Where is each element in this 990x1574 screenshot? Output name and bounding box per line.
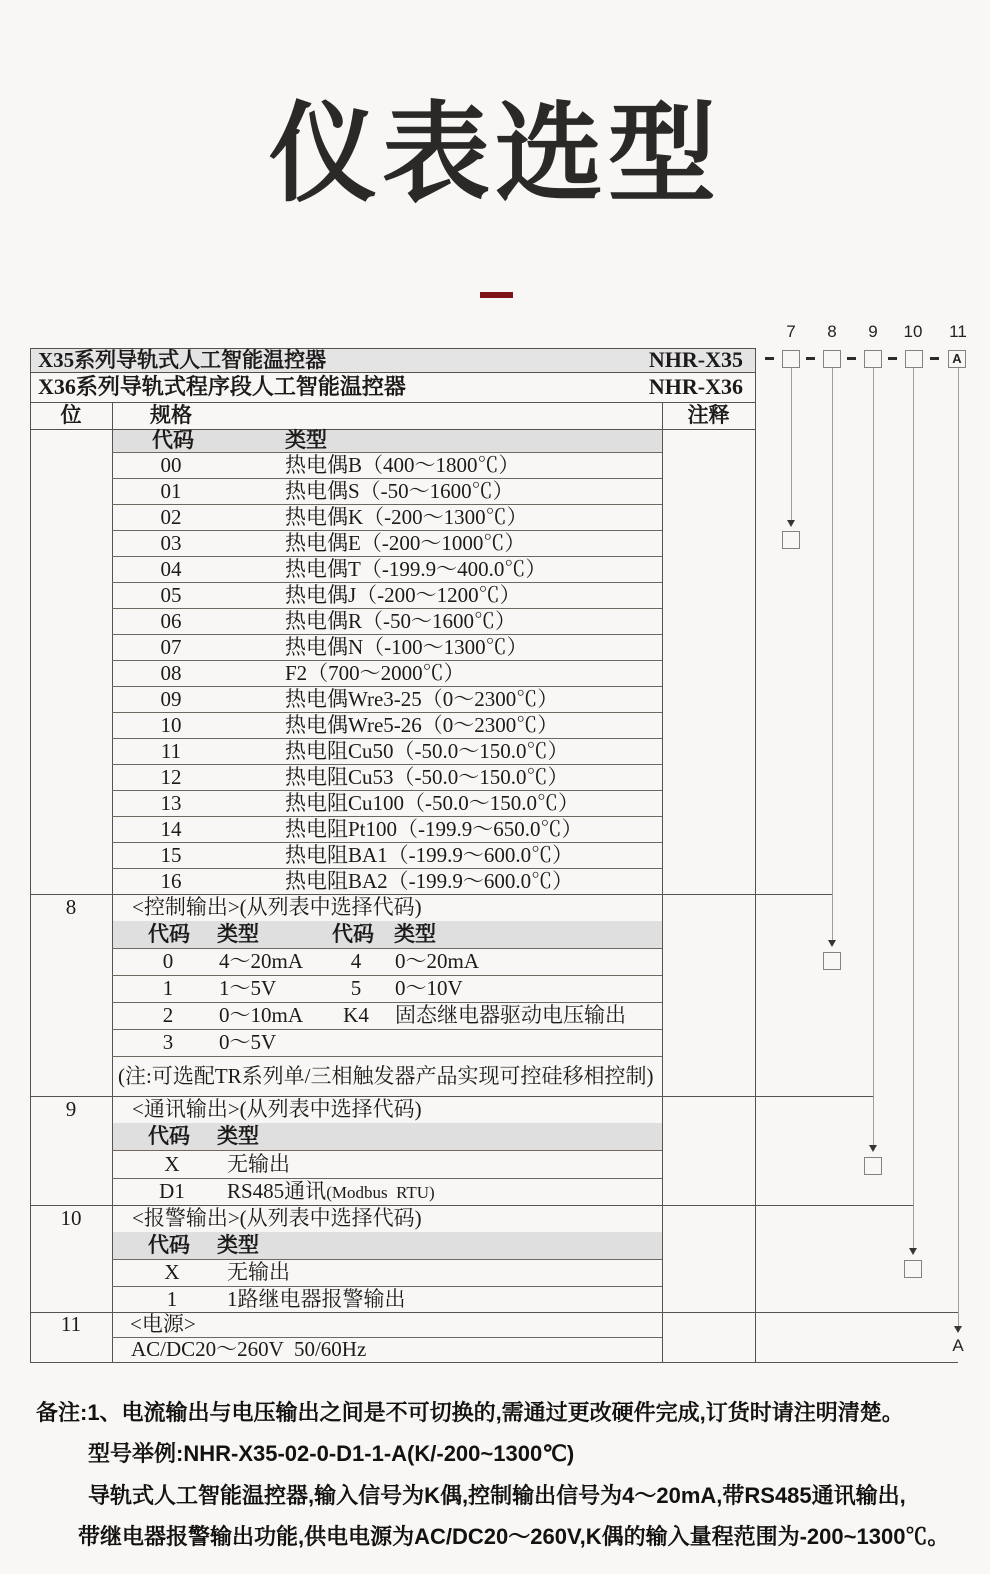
row-type: 热电偶Wre5-26（0～2300℃） — [285, 713, 559, 737]
control-section-label: <控制输出>(从列表中选择代码) — [132, 895, 422, 919]
row-code: 09 — [160, 687, 182, 711]
row-code: 1 — [162, 976, 174, 1000]
row-type: 无输出 — [227, 1152, 290, 1176]
footer-note-line-4: 带继电器报警输出功能,供电电源为AC/DC20～260V,K偶的输入量程范围为-200~1300℃。 — [78, 1524, 950, 1549]
pos-label-10: 10 — [60, 1206, 82, 1230]
row-code: 5 — [350, 976, 362, 1000]
footer-note-line-3: 导轨式人工智能温控器,输入信号为K偶,控制输出信号为4～20mA,带RS485通讯输出, — [88, 1483, 906, 1508]
row-code: 11 — [160, 739, 182, 763]
alarm-type-header: 类型 — [217, 1233, 259, 1257]
row-type: 热电阻Pt100（-199.9～650.0℃） — [285, 817, 583, 841]
control-header-band — [112, 921, 662, 948]
target-box-9 — [864, 1157, 882, 1175]
page-title: 仪表选型 — [268, 93, 721, 214]
alarm-section-label: <报警输出>(从列表中选择代码) — [132, 1206, 422, 1230]
pos-label-11: 11 — [60, 1312, 82, 1336]
row-code: 12 — [160, 765, 182, 789]
row-code: 3 — [162, 1030, 174, 1054]
row-type: 热电偶S（-50～1600℃） — [285, 479, 514, 503]
arrow-down-icon — [869, 1145, 877, 1152]
row-code: 13 — [160, 791, 182, 815]
row-type: 热电偶N（-100～1300℃） — [285, 635, 528, 659]
row-code: 4 — [350, 949, 362, 973]
row-type: 无输出 — [227, 1260, 290, 1284]
row-code: 16 — [160, 869, 182, 893]
row-type: 热电偶E（-200～1000℃） — [285, 531, 526, 555]
table-border-right — [755, 348, 756, 1362]
row-code: 1 — [166, 1287, 178, 1311]
row-code: 01 — [160, 479, 182, 503]
row-type: 0～5V — [219, 1030, 277, 1054]
input-header-band — [113, 430, 662, 452]
row-type: 热电偶R（-50～1600℃） — [285, 609, 516, 633]
dash-separator — [930, 357, 939, 360]
control-code2-header: 代码 — [332, 922, 374, 946]
arrow-down-icon — [787, 520, 795, 527]
code-box-7 — [782, 350, 800, 368]
control-type1-header: 类型 — [217, 922, 259, 946]
connector-line-8 — [832, 368, 833, 940]
row-type: 1路继电器报警输出 — [227, 1287, 406, 1311]
row-code: 06 — [160, 609, 182, 633]
row-code: 10 — [160, 713, 182, 737]
row-type-sub: (Modbus RTU) — [326, 1183, 435, 1202]
row-type: 4～20mA — [219, 949, 303, 973]
dash-separator — [806, 357, 815, 360]
alarm-code-header: 代码 — [148, 1233, 190, 1257]
row-type: 热电阻Cu53（-50.0～150.0℃） — [285, 765, 569, 789]
h-border — [30, 402, 755, 403]
digit-label-8: 8 — [827, 322, 837, 341]
footer-note-line-2: 型号举例:NHR-X35-02-0-D1-1-A(K/-200~1300℃) — [88, 1441, 575, 1466]
target-box-10 — [904, 1260, 922, 1278]
comm-code-header: 代码 — [148, 1124, 190, 1148]
input-code-header: 代码 — [152, 428, 194, 452]
row-border — [112, 1056, 662, 1057]
col-header-spec: 规格 — [150, 403, 192, 427]
arrow-down-icon — [909, 1248, 917, 1255]
row-type: 热电偶J（-200～1200℃） — [285, 583, 521, 607]
target-box-7 — [782, 531, 800, 549]
row-type: 热电阻Cu50（-50.0～150.0℃） — [285, 739, 569, 763]
row-code: 15 — [160, 843, 182, 867]
connector-line-9 — [873, 368, 874, 1145]
digit-label-9: 9 — [868, 322, 878, 341]
suffix-box-A: A — [948, 350, 966, 368]
row-code: 0 — [162, 949, 174, 973]
row-type: 热电偶B（400～1800℃） — [285, 453, 520, 477]
row-type: 热电阻BA1（-199.9～600.0℃） — [285, 843, 574, 867]
target-box-8 — [823, 952, 841, 970]
footer-note-line-1: 备注:1、电流输出与电压输出之间是不可切换的,需通过更改硬件完成,订货时请注明清楚。 — [36, 1400, 904, 1425]
row-type: F2（700～2000℃） — [285, 661, 465, 685]
product-model-x36: NHR-X36 — [648, 374, 743, 399]
row-code: 2 — [162, 1003, 174, 1027]
digit-label-11: 11 — [949, 322, 967, 341]
row-type: 1～5V — [219, 976, 277, 1000]
row-code: 07 — [160, 635, 182, 659]
row-type: 热电偶T（-199.9～400.0℃） — [285, 557, 547, 581]
row-code: K4 — [343, 1003, 369, 1027]
note-column-divider — [662, 402, 663, 1362]
row-type: 0～10V — [395, 976, 463, 1000]
control-section-note: (注:可选配TR系列单/三相触发器产品实现可控硅移相控制) — [118, 1064, 654, 1088]
pos-column-divider — [112, 402, 113, 1362]
product-name-x36: X36系列导轨式程序段人工智能温控器 — [38, 374, 406, 399]
arrow-down-icon — [954, 1326, 962, 1333]
dash-separator — [765, 357, 774, 360]
row-code: 00 — [160, 453, 182, 477]
dash-separator — [847, 357, 856, 360]
row-type: 0～20mA — [395, 949, 479, 973]
product-name-x35: X35系列导轨式人工智能温控器 — [38, 348, 327, 372]
col-header-pos: 位 — [60, 403, 82, 427]
row-code: 02 — [160, 505, 182, 529]
row-type — [227, 1178, 435, 1205]
h-border — [30, 429, 755, 430]
row-code: 08 — [160, 661, 182, 685]
row-type: 热电阻Cu100（-50.0～150.0℃） — [285, 791, 579, 815]
dash-separator — [888, 357, 897, 360]
row-type: 0～10mA — [219, 1003, 303, 1027]
row-type: 热电偶K（-200～1300℃） — [285, 505, 528, 529]
col-header-note: 注释 — [687, 403, 730, 427]
code-box-10 — [905, 350, 923, 368]
row-code: 05 — [160, 583, 182, 607]
row-code: X — [164, 1152, 180, 1176]
suffix-letter-bottom: A — [952, 1336, 964, 1355]
digit-label-10: 10 — [903, 322, 923, 341]
row-type-main: RS485通讯 — [227, 1179, 327, 1203]
row-code: X — [164, 1260, 180, 1284]
alarm-header-band — [112, 1232, 662, 1259]
connector-line-7 — [791, 368, 792, 524]
row-code: 14 — [160, 817, 182, 841]
code-box-9 — [864, 350, 882, 368]
comm-section-label: <通讯输出>(从列表中选择代码) — [132, 1097, 422, 1121]
row-code: 03 — [160, 531, 182, 555]
control-type2-header: 类型 — [394, 922, 436, 946]
input-type-header: 类型 — [285, 428, 327, 452]
product-model-x35: NHR-X35 — [648, 347, 743, 372]
connector-line-11 — [958, 368, 959, 1326]
row-type: 热电偶Wre3-25（0～2300℃） — [285, 687, 559, 711]
row-type: 热电阻BA2（-199.9～600.0℃） — [285, 869, 574, 893]
arrow-down-icon — [828, 940, 836, 947]
table-border-bottom — [30, 1362, 958, 1363]
row-type: 固态继电器驱动电压输出 — [395, 1003, 626, 1027]
digit-label-7: 7 — [786, 322, 796, 341]
code-box-8 — [823, 350, 841, 368]
title-accent-dash — [480, 292, 513, 298]
control-code1-header: 代码 — [148, 922, 190, 946]
comm-header-band — [112, 1123, 662, 1150]
power-value: AC/DC20～260V 50/60Hz — [131, 1337, 367, 1361]
comm-type-header: 类型 — [217, 1124, 259, 1148]
row-code: 04 — [160, 557, 182, 581]
connector-line-10 — [913, 368, 914, 1248]
pos-label-8: 8 — [65, 895, 77, 919]
power-section-label: <电源> — [130, 1312, 196, 1336]
row-code: D1 — [159, 1179, 185, 1203]
pos-label-9: 9 — [65, 1097, 77, 1121]
